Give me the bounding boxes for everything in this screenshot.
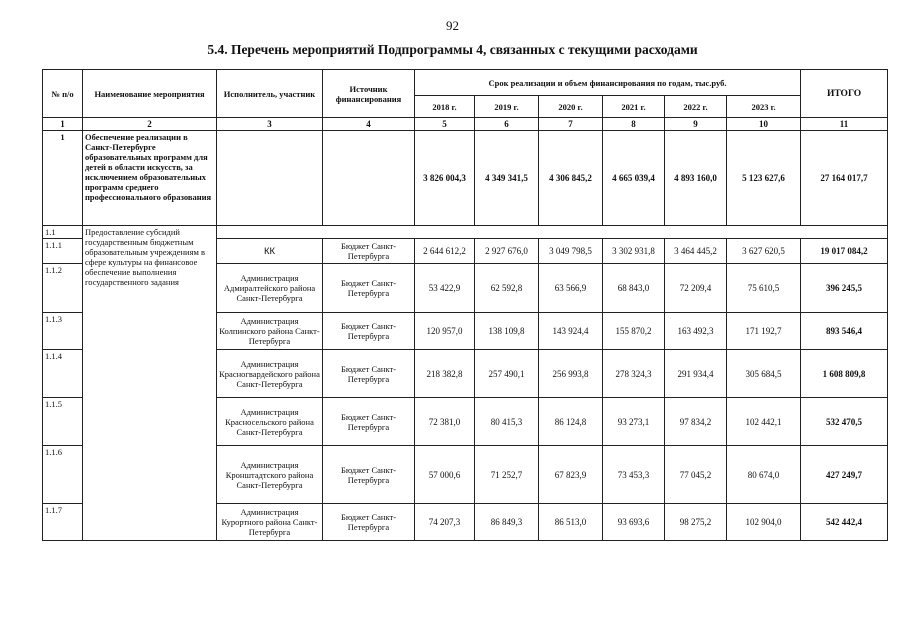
total-cell: 427 249,7 bbox=[801, 446, 888, 504]
value-cell: 2 927 676,0 bbox=[475, 239, 539, 264]
source-cell: Бюджет Санкт-Петербурга bbox=[323, 313, 415, 350]
header-period: Срок реализации и объем финансирования по годам, тыс.руб. bbox=[415, 70, 801, 96]
value-cell: 72 209,4 bbox=[665, 264, 727, 313]
row-number: 1.1.7 bbox=[43, 504, 83, 541]
row-number: 1.1.4 bbox=[43, 350, 83, 398]
measures-table bbox=[42, 69, 888, 541]
header-source: Источник финансирования bbox=[323, 70, 415, 118]
source-cell: Бюджет Санкт-Петербурга bbox=[323, 239, 415, 264]
executor-cell: КК bbox=[217, 239, 323, 264]
value-cell: 68 843,0 bbox=[603, 264, 665, 313]
value-cell: 86 124,8 bbox=[539, 398, 603, 446]
value-cell: 97 834,2 bbox=[665, 398, 727, 446]
value-cell: 5 123 627,6 bbox=[727, 131, 801, 226]
total-cell: 396 245,5 bbox=[801, 264, 888, 313]
value-cell: 155 870,2 bbox=[603, 313, 665, 350]
value-cell: 75 610,5 bbox=[727, 264, 801, 313]
value-cell: 163 492,3 bbox=[665, 313, 727, 350]
header-total: ИТОГО bbox=[801, 70, 888, 118]
column-number: 3 bbox=[217, 118, 323, 131]
page-number: 92 bbox=[446, 18, 459, 33]
header-num: № п/о bbox=[43, 70, 83, 118]
value-cell: 86 513,0 bbox=[539, 504, 603, 541]
total-cell: 19 017 084,2 bbox=[801, 239, 888, 264]
header-year: 2022 г. bbox=[665, 96, 727, 118]
header-year: 2018 г. bbox=[415, 96, 475, 118]
value-cell: 256 993,8 bbox=[539, 350, 603, 398]
table-row bbox=[43, 131, 888, 226]
source-cell: Бюджет Санкт-Петербурга bbox=[323, 264, 415, 313]
total-cell: 893 546,4 bbox=[801, 313, 888, 350]
executor-cell: Администрация Красногвардейского района Санкт-Петербурга bbox=[217, 350, 323, 398]
header-name: Наименование мероприятия bbox=[83, 70, 217, 118]
column-number: 8 bbox=[603, 118, 665, 131]
value-cell: 102 904,0 bbox=[727, 504, 801, 541]
executor-cell: Администрация Кронштадтского района Санкт-Петербурга bbox=[217, 446, 323, 504]
row-number: 1.1.5 bbox=[43, 398, 83, 446]
value-cell: 2 644 612,2 bbox=[415, 239, 475, 264]
value-cell: 77 045,2 bbox=[665, 446, 727, 504]
measure-name: Обеспечение реализации в Санкт-Петербурге образовательных программ для детей в области искусств, за исключением образовательных программ среднего профессионального образования bbox=[83, 131, 217, 226]
value-cell: 138 109,8 bbox=[475, 313, 539, 350]
value-cell: 72 381,0 bbox=[415, 398, 475, 446]
value-cell: 71 252,7 bbox=[475, 446, 539, 504]
value-cell: 143 924,4 bbox=[539, 313, 603, 350]
column-number: 9 bbox=[665, 118, 727, 131]
empty-cell bbox=[217, 226, 888, 239]
column-numbers-row bbox=[43, 118, 888, 131]
total-cell: 27 164 017,7 bbox=[801, 131, 888, 226]
value-cell: 3 049 798,5 bbox=[539, 239, 603, 264]
total-cell: 532 470,5 bbox=[801, 398, 888, 446]
row-number: 1.1.2 bbox=[43, 264, 83, 313]
column-number: 11 bbox=[801, 118, 888, 131]
row-number: 1.1 bbox=[43, 226, 83, 239]
value-cell: 80 674,0 bbox=[727, 446, 801, 504]
executor-cell: Администрация Колпинского района Санкт-Петербурга bbox=[217, 313, 323, 350]
value-cell: 3 302 931,8 bbox=[603, 239, 665, 264]
value-cell: 3 627 620,5 bbox=[727, 239, 801, 264]
value-cell: 63 566,9 bbox=[539, 264, 603, 313]
row-number: 1.1.1 bbox=[43, 239, 83, 264]
column-number: 2 bbox=[83, 118, 217, 131]
value-cell: 278 324,3 bbox=[603, 350, 665, 398]
value-cell: 53 422,9 bbox=[415, 264, 475, 313]
column-number: 4 bbox=[323, 118, 415, 131]
source-cell: Бюджет Санкт-Петербурга bbox=[323, 350, 415, 398]
value-cell: 57 000,6 bbox=[415, 446, 475, 504]
value-cell: 4 306 845,2 bbox=[539, 131, 603, 226]
value-cell: 3 826 004,3 bbox=[415, 131, 475, 226]
value-cell: 305 684,5 bbox=[727, 350, 801, 398]
total-cell: 542 442,4 bbox=[801, 504, 888, 541]
value-cell: 62 592,8 bbox=[475, 264, 539, 313]
total-cell: 1 608 809,8 bbox=[801, 350, 888, 398]
value-cell: 80 415,3 bbox=[475, 398, 539, 446]
value-cell: 171 192,7 bbox=[727, 313, 801, 350]
value-cell: 67 823,9 bbox=[539, 446, 603, 504]
value-cell: 73 453,3 bbox=[603, 446, 665, 504]
value-cell: 218 382,8 bbox=[415, 350, 475, 398]
source-cell: Бюджет Санкт-Петербурга bbox=[323, 504, 415, 541]
value-cell: 93 273,1 bbox=[603, 398, 665, 446]
row-number: 1.1.6 bbox=[43, 446, 83, 504]
header-executor: Исполнитель, участник bbox=[217, 70, 323, 118]
value-cell: 86 849,3 bbox=[475, 504, 539, 541]
executor-cell: Администрация Курортного района Санкт-Петербурга bbox=[217, 504, 323, 541]
value-cell: 120 957,0 bbox=[415, 313, 475, 350]
column-number: 5 bbox=[415, 118, 475, 131]
table-row bbox=[43, 226, 888, 239]
value-cell: 98 275,2 bbox=[665, 504, 727, 541]
value-cell: 4 893 160,0 bbox=[665, 131, 727, 226]
value-cell: 291 934,4 bbox=[665, 350, 727, 398]
column-number: 6 bbox=[475, 118, 539, 131]
source-cell bbox=[323, 131, 415, 226]
header-year: 2021 г. bbox=[603, 96, 665, 118]
value-cell: 74 207,3 bbox=[415, 504, 475, 541]
column-number: 10 bbox=[727, 118, 801, 131]
executor-cell: Администрация Адмиралтейского района Санкт-Петербурга bbox=[217, 264, 323, 313]
header-year: 2023 г. bbox=[727, 96, 801, 118]
value-cell: 3 464 445,2 bbox=[665, 239, 727, 264]
page-title: 5.4. Перечень мероприятий Подпрограммы 4, связанных с текущими расходами bbox=[207, 42, 698, 57]
value-cell: 93 693,6 bbox=[603, 504, 665, 541]
source-cell: Бюджет Санкт-Петербурга bbox=[323, 398, 415, 446]
value-cell: 102 442,1 bbox=[727, 398, 801, 446]
row-number: 1.1.3 bbox=[43, 313, 83, 350]
row-number: 1 bbox=[43, 131, 83, 226]
measure-name: Предоставление субсидий государственным бюджетным образовательным учреждениям в сфере культуры на финансовое обеспечение выполнения государственного задания bbox=[83, 226, 217, 541]
value-cell: 4 349 341,5 bbox=[475, 131, 539, 226]
value-cell: 257 490,1 bbox=[475, 350, 539, 398]
column-number: 1 bbox=[43, 118, 83, 131]
header-year: 2020 г. bbox=[539, 96, 603, 118]
source-cell: Бюджет Санкт-Петербурга bbox=[323, 446, 415, 504]
value-cell: 4 665 039,4 bbox=[603, 131, 665, 226]
header-year: 2019 г. bbox=[475, 96, 539, 118]
executor-cell: Администрация Красносельского района Санкт-Петербурга bbox=[217, 398, 323, 446]
column-number: 7 bbox=[539, 118, 603, 131]
executor-cell bbox=[217, 131, 323, 226]
